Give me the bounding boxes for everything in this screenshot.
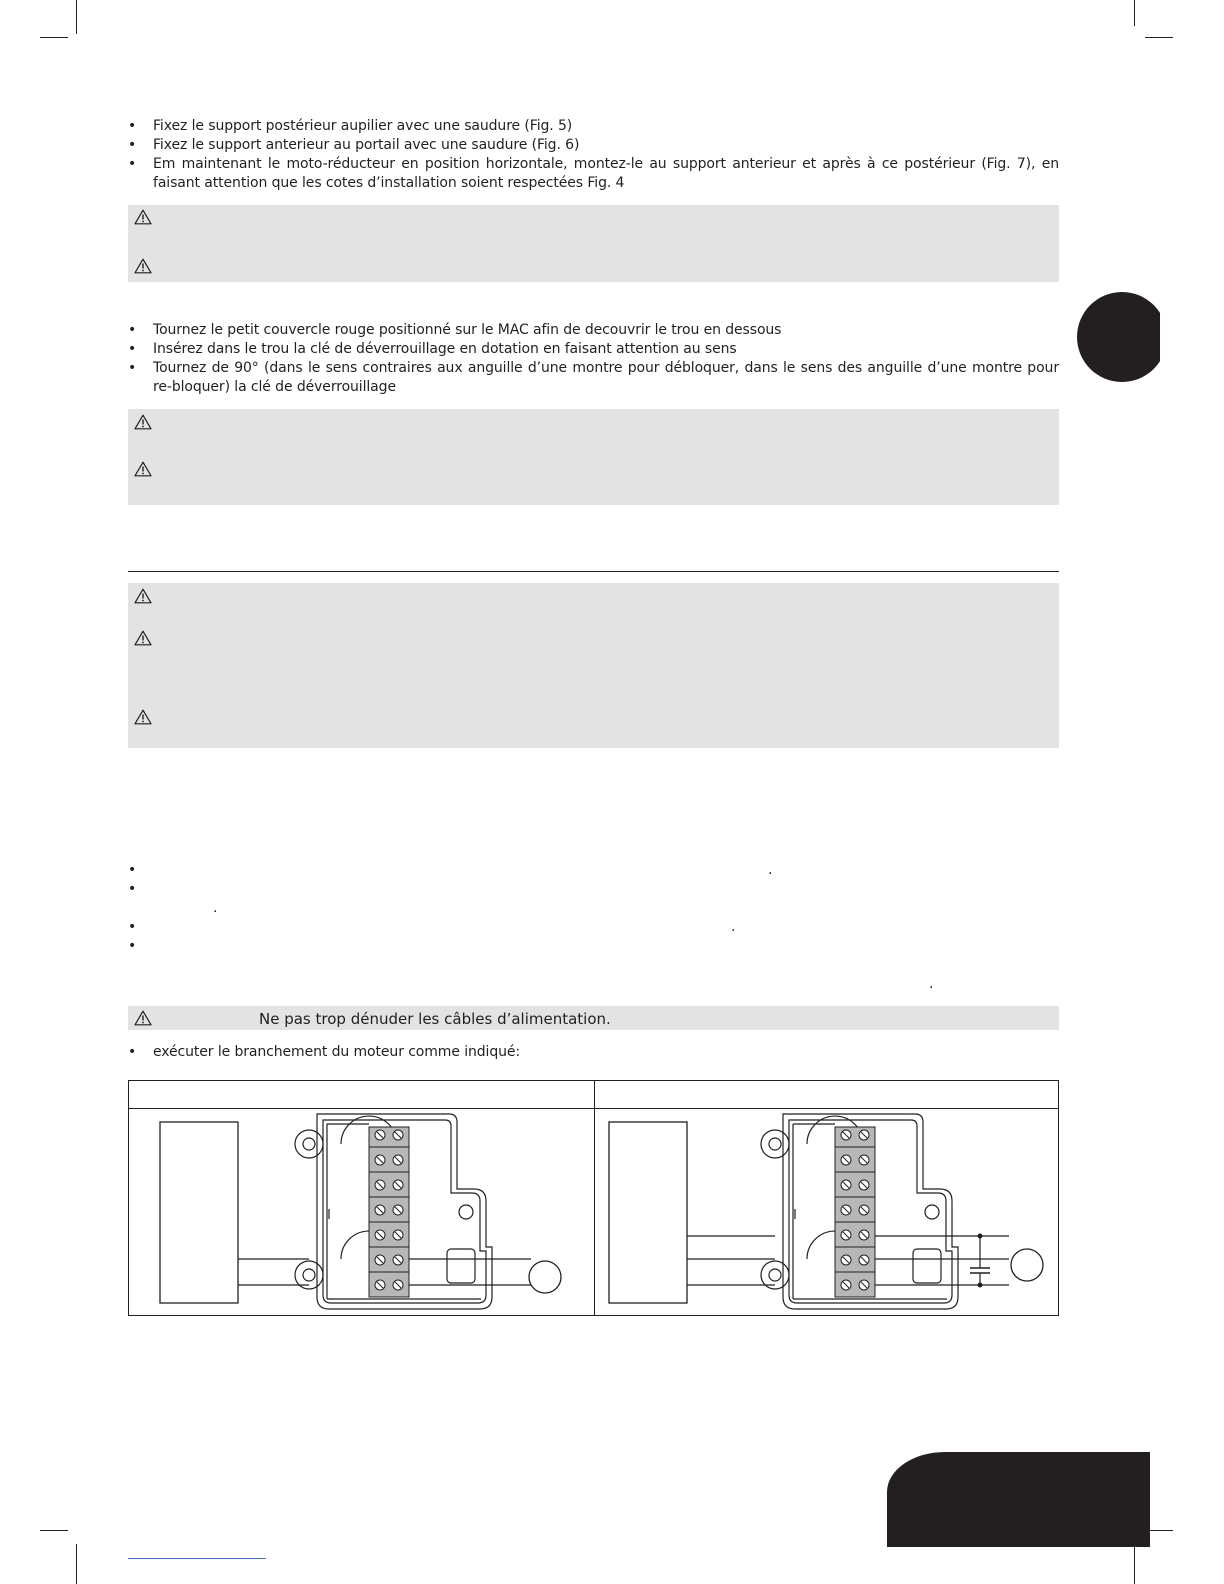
list-item: • Fixez le support anterieur au portail avec une saudure (Fig. 6) bbox=[128, 136, 1059, 155]
cable-warning-text: Ne pas trop dénuder les câbles d’alimentation. bbox=[259, 1010, 611, 1028]
terminal-strip bbox=[835, 1127, 875, 1297]
warning-box bbox=[128, 1006, 1059, 1030]
motor-connection-list bbox=[128, 1043, 1059, 1062]
crop-mark bbox=[1134, 0, 1135, 26]
unlock-list-wrapper bbox=[128, 321, 1059, 397]
warning-icon bbox=[134, 588, 152, 604]
footer-page-tab bbox=[887, 1452, 1150, 1547]
crop-mark bbox=[40, 37, 68, 38]
bullet: • bbox=[128, 919, 137, 935]
period: . bbox=[731, 919, 736, 935]
warning-icon bbox=[134, 461, 152, 477]
crop-mark bbox=[1134, 1545, 1135, 1584]
period: . bbox=[929, 976, 934, 992]
list-item: • Insérez dans le trou la clé de déverrouillage en dotation en faisant attention au sens bbox=[128, 340, 1059, 359]
bullet: • bbox=[128, 938, 137, 954]
warning-icon bbox=[134, 1010, 152, 1026]
period: . bbox=[768, 862, 773, 878]
warning-box bbox=[128, 583, 1059, 748]
mounting-list bbox=[128, 117, 1059, 193]
list-item: • Em maintenant le moto-réducteur en position horizontale, montez-le au support anterieur et après à ce postérieur (Fig. 7), en faisant attention que les cotes d’installation soient respectées Fig. 4 bbox=[128, 155, 1059, 193]
list-item: • Fixez le support postérieur aupilier avec une saudure (Fig. 5) bbox=[128, 117, 1059, 136]
mounting-list-wrapper bbox=[128, 117, 1059, 193]
crop-mark bbox=[1145, 37, 1173, 38]
crop-mark bbox=[76, 0, 77, 34]
crop-mark bbox=[40, 1530, 68, 1531]
wiring-diagram-right bbox=[595, 1109, 1059, 1316]
list-item: • Tournez de 90° (dans le sens contraires aux anguille d’une montre pour débloquer, dans le sens des anguille d’une montre pour re-bloquer) la clé de déverrouillage bbox=[128, 359, 1059, 397]
warning-icon bbox=[134, 630, 152, 646]
section-divider bbox=[128, 571, 1059, 572]
bullet: • bbox=[128, 881, 137, 897]
warning-icon bbox=[134, 209, 152, 225]
bullet: • bbox=[128, 862, 137, 878]
list-item: • exécuter le branchement du moteur comme indiqué: bbox=[128, 1043, 1059, 1062]
period: . bbox=[213, 900, 218, 916]
warning-icon bbox=[134, 709, 152, 725]
unlock-list bbox=[128, 321, 1059, 397]
warning-box bbox=[128, 205, 1059, 282]
warning-icon bbox=[134, 258, 152, 274]
warning-icon bbox=[134, 414, 152, 430]
footer-link-underline bbox=[128, 1558, 266, 1559]
wiring-diagram-left bbox=[129, 1109, 593, 1316]
warning-box bbox=[128, 409, 1059, 505]
motor-connection-wrapper bbox=[128, 1043, 1059, 1062]
chapter-tab bbox=[1077, 292, 1167, 382]
terminal-strip bbox=[369, 1127, 409, 1297]
crop-mark bbox=[76, 1544, 77, 1584]
wiring-diagram-table bbox=[128, 1080, 1059, 1316]
list-item: • Tournez le petit couvercle rouge positionné sur le MAC afin de decouvrir le trou en dessous bbox=[128, 321, 1059, 340]
